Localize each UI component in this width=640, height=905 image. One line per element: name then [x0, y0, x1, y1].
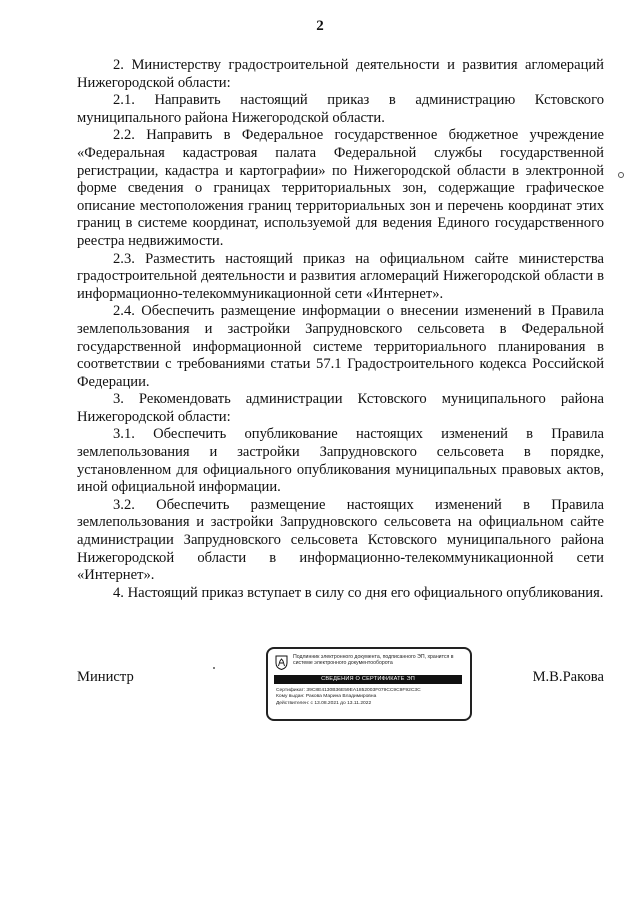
ink-dot [213, 667, 215, 669]
paragraph-2-4: 2.4. Обеспечить размещение информации о внесении изменений в Правила землепользования и застройки Запрудновского сельсовета в Федеральной государственной информационной системе территориального планирования в соответствии с требованиями статьи 57.1 Градостроительного кодекса Российской Федерации. [77, 303, 604, 390]
paragraph-3-2: 3.2. Обеспечить размещение настоящих изменений в Правила землепользования и застройки Запрудновского сельсовета на официальном сайте администрации Запрудновского сельсовета Кстовского муниципального района Нижегородской области в информационно-телекоммуникационной сети «Интернет». [77, 496, 604, 584]
paragraph-3: 3. Рекомендовать администрации Кстовского муниципального района Нижегородской области: [77, 391, 604, 425]
page-number: 2 [316, 18, 324, 34]
stamp-header: СВЕДЕНИЯ О СЕРТИФИКАТЕ ЭП [274, 675, 462, 684]
margin-mark [618, 172, 624, 178]
certificate-owner: Кому выдан: Ракова Марина Владимировна [276, 694, 377, 700]
certificate-validity: Действителен: с 13.08.2021 до 13.11.2022 [276, 700, 372, 706]
signer-position: Министр [77, 669, 134, 685]
signer-name: М.В.Ракова [532, 669, 604, 685]
paragraph-2-1: 2.1. Направить настоящий приказ в администрацию Кстовского муниципального района Нижегородской области. [77, 92, 604, 126]
paragraph-2-2: 2.2. Направить в Федеральное государственное бюджетное учреждение «Федеральная кадастровая палата Федеральной службы государственной регистрации, кадастра и картографии» по Нижегородской области в электронной форме сведения о границах территориальных зон, содержащие графическое описание местоположения границ территориальных зон и перечень координат этих границ в системе координат, используемой для ведения Единого государственного реестра недвижимости. [77, 127, 604, 249]
document-body [77, 57, 604, 602]
paragraph-2-3: 2.3. Разместить настоящий приказ на официальном сайте министерства градостроительной деятельности и развития агломераций Нижегородской области в информационно-телекоммуникационной сети «Интернет». [77, 250, 604, 302]
coat-of-arms-icon [275, 655, 288, 670]
stamp-notice: Подлинник электронного документа, подписанного ЭП, хранится в системе электронного документооборота [293, 654, 454, 667]
paragraph-2: 2. Министерству градостроительной деятельности и развития агломераций Нижегородской области: [77, 57, 604, 91]
paragraph-3-1: 3.1. Обеспечить опубликование настоящих изменений в Правила землепользования и застройки Запрудновского сельсовета в порядке, установленном для официального опубликования муниципальных правовых актов, иной официальной информации. [77, 426, 604, 496]
paragraph-4: 4. Настоящий приказ вступает в силу со дня его официального опубликования. [113, 584, 604, 601]
certificate-details [276, 688, 464, 707]
certificate-number: Сертификат: 39C8E4130B36E59EA1852003F079CC9C9F92C3C [276, 688, 421, 693]
electronic-signature-stamp [266, 647, 472, 721]
